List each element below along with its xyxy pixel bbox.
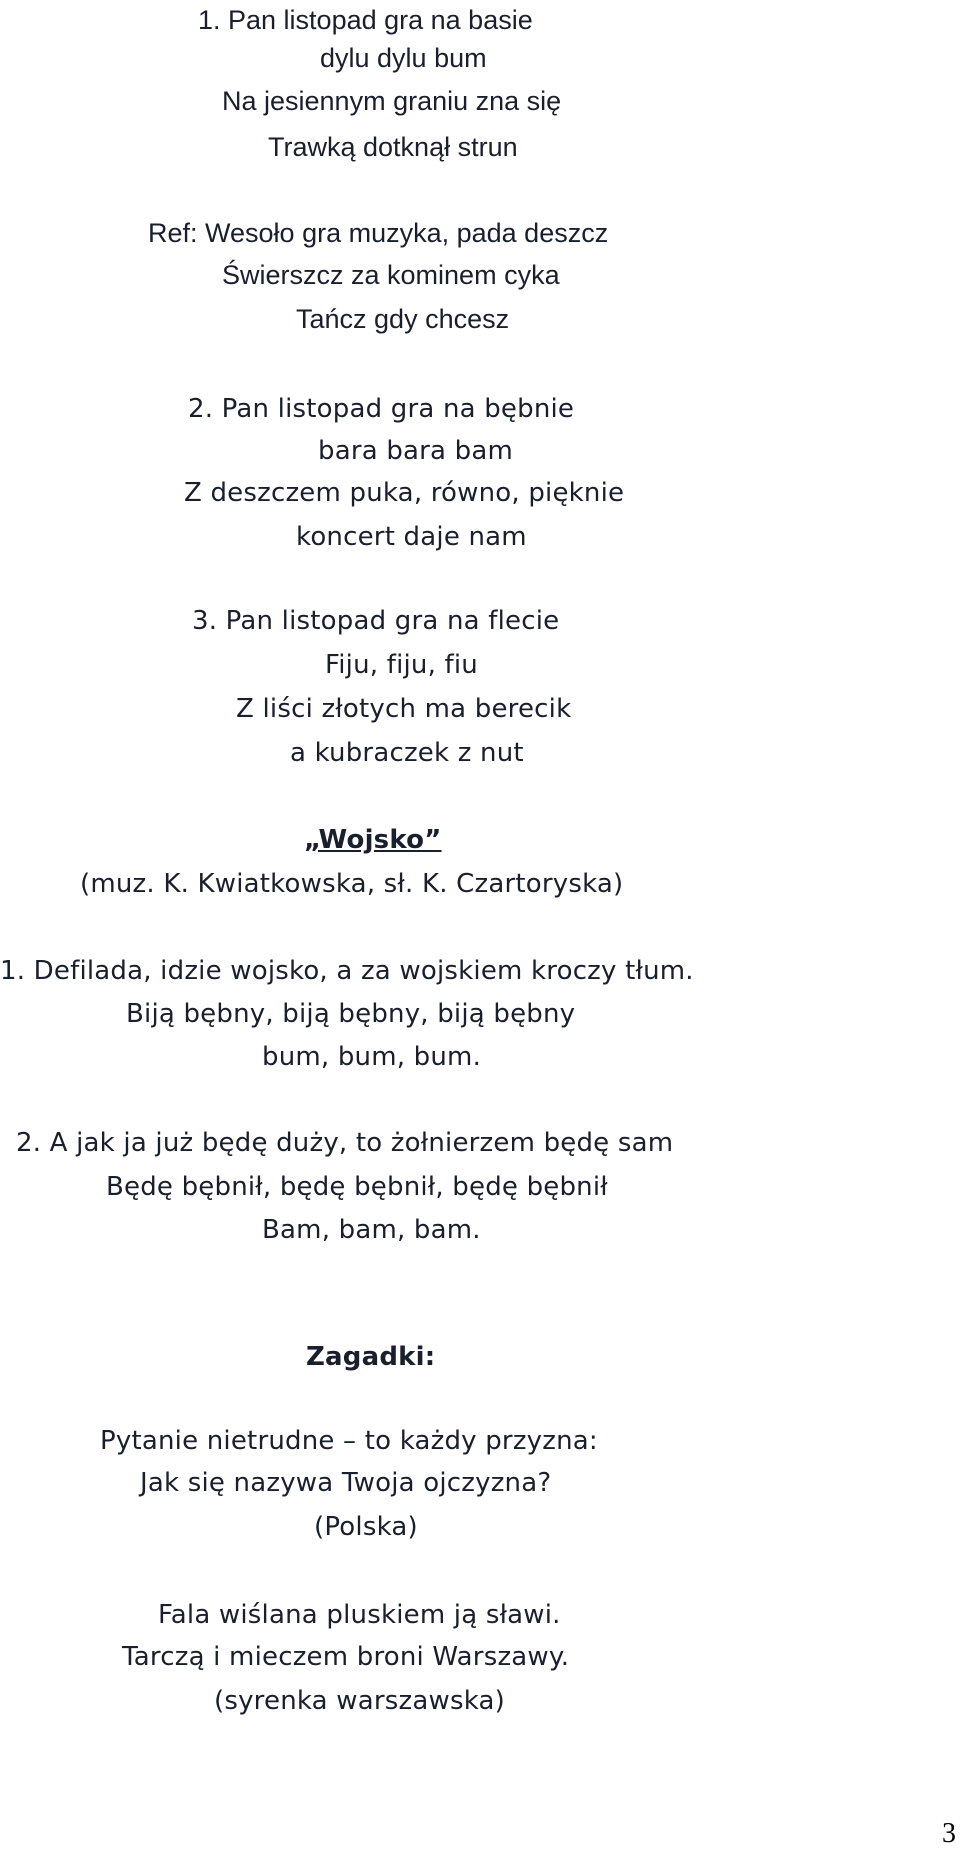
song1-verse1-line3: Na jesiennym graniu zna się — [222, 86, 562, 116]
riddle1-answer: (Polska) — [314, 1512, 418, 1542]
song1-verse1-line2: dylu dylu bum — [320, 43, 487, 73]
riddle1-line2: Jak się nazywa Twoja ojczyzna? — [140, 1468, 552, 1498]
song1-verse3-line1: 3. Pan listopad gra na flecie — [192, 606, 560, 636]
riddle2-line1: Fala wiślana pluskiem ją sławi. — [158, 1600, 561, 1630]
song1-verse3-line4: a kubraczek z nut — [290, 738, 524, 768]
song2-title: „Wojsko” — [304, 825, 442, 855]
song2-verse2-line2: Będę bębnił, będę bębnił, będę bębnił — [106, 1172, 608, 1202]
riddle1-line1: Pytanie nietrudne – to każdy przyzna: — [100, 1426, 598, 1456]
song2-verse1-line3: bum, bum, bum. — [262, 1042, 482, 1072]
song1-refrain-line2: Świerszcz za kominem cyka — [222, 260, 560, 290]
song1-verse2-line1: 2. Pan listopad gra na bębnie — [188, 394, 575, 424]
song1-verse3-line2: Fiju, fiju, fiu — [325, 650, 478, 680]
song2-verse2-line1: 2. A jak ja już będę duży, to żołnierzem będę sam — [16, 1128, 674, 1158]
song1-refrain-line1: Ref: Wesoło gra muzyka, pada deszcz — [148, 218, 609, 248]
song1-verse2-line2: bara bara bam — [318, 436, 514, 466]
song2-verse1-line2: Biją bębny, biją bębny, biją bębny — [126, 999, 576, 1029]
page-number: 3 — [942, 1818, 956, 1849]
song1-refrain-line3: Tańcz gdy chcesz — [296, 304, 510, 334]
riddles-heading: Zagadki: — [306, 1342, 436, 1372]
song1-verse2-line4: koncert daje nam — [296, 522, 527, 552]
song1-verse2-line3: Z deszczem puka, równo, pięknie — [184, 478, 625, 508]
riddle2-line2: Tarczą i mieczem broni Warszawy. — [122, 1642, 570, 1672]
song1-verse1-line1: 1. Pan listopad gra na basie — [198, 5, 533, 35]
song1-verse3-line3: Z liści złotych ma berecik — [236, 694, 572, 724]
song2-credits: (muz. K. Kwiatkowska, sł. K. Czartoryska) — [80, 869, 624, 899]
song2-verse1-line1: 1. Defilada, idzie wojsko, a za wojskiem kroczy tłum. — [0, 956, 694, 986]
song1-verse1-line4: Trawką dotknął strun — [268, 132, 518, 162]
riddle2-answer: (syrenka warszawska) — [214, 1686, 505, 1716]
song2-verse2-line3: Bam, bam, bam. — [262, 1215, 481, 1245]
